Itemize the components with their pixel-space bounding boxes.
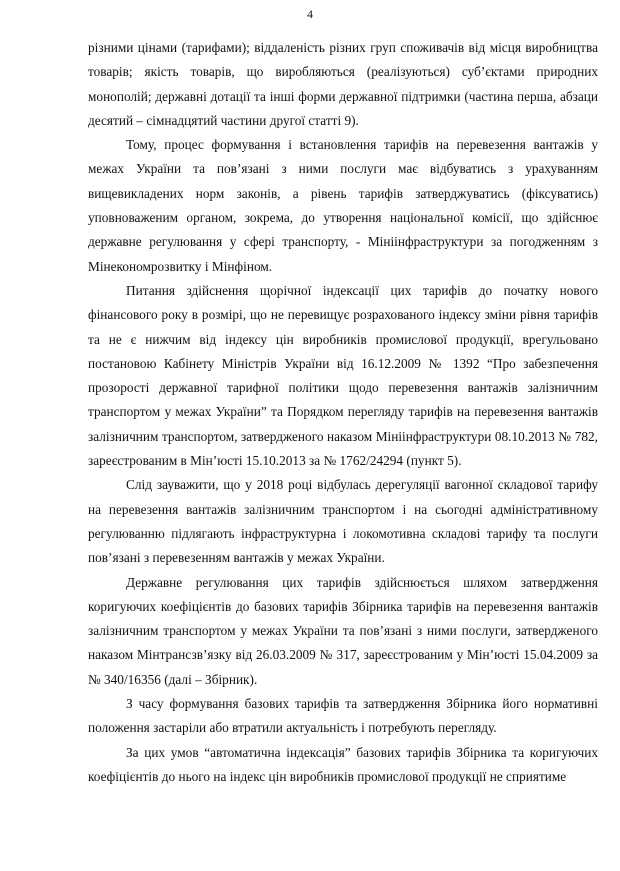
paragraph: Слід зауважити, що у 2018 році відбулась дерегуляції вагонної складової тарифу на перевезення вантажів залізничним транспортом і на сьогодні адміністративному регулюванню підлягають інфраструктурна і локомотивна складові тарифу та послуги пов’язані з перевезенням вантажів у межах України. — [88, 477, 598, 566]
paragraph-continued: різними цінами (тарифами); віддаленість різних груп споживачів від місця виробництва товарів; якість товарів, що виробляються (реалізуються) суб’єктами природних монополій; державні дотації та інші форми державної підтримки (частина перша, абзаци десятий – сімнадцятий частини другої статті 9). — [88, 40, 598, 128]
paragraph-truncated: За цих умов “автоматична індексація” базових тарифів Збірника та коригуючих коефіцієнтів до нього на індекс цін виробників промислової продукції не сприятиме — [88, 744, 598, 784]
paragraph: З часу формування базових тарифів та затвердження Збірника його нормативні положення застаріли або втратили актуальність і потребують перегляду. — [88, 696, 598, 736]
paragraph: Питання здійснення щорічної індексації цих тарифів до початку нового фінансового року в розмірі, що не перевищує розрахованого індексу зміни рівня тарифів та не є нижчим від індексу цін виробників промислової продукції, врегульовано постановою Кабінету Міністрів України від 16.12.2009 № 1392 “Про забезпечення прозорості державної тарифної політики щодо перевезення вантажів залізничним транспортом у межах України” та Порядком перегляду тарифів на перевезення вантажів залізничним транспортом, затвердженого наказом Мініінфраструктури 08.10.2013 № 782, зареєстрованим в Мін’юсті 15.10.2013 за № 1762/24294 (пункт 5). — [88, 282, 598, 469]
document-body — [88, 36, 598, 789]
page-number: 4 — [307, 7, 313, 21]
paragraph: Державне регулювання цих тарифів здійснюється шляхом затвердження коригуючих коефіцієнтів до базових тарифів Збірника тарифів на перевезення вантажів залізничним транспортом у межах України та пов’язані з ними послуги, затвердженого наказом Мінтрансзв’язку від 26.03.2009 № 317, зареєстрованим у Мін’юсті 15.04.2009 за № 340/16356 (далі – Збірник). — [88, 574, 598, 687]
paragraph: Тому, процес формування і встановлення тарифів на перевезення вантажів у межах України та пов’язані з ними послуги має відбуватись з урахуванням вищевикладених норм законів, а рівень тарифів затверджуватись (фіксуватись) уповноваженим органом, зокрема, до утворення національної комісії, що здійснює державне регулювання у сфері транспорту, - Мініінфраструктури за погодженням з Мінекономрозвитку і Мінфіном. — [88, 137, 598, 274]
